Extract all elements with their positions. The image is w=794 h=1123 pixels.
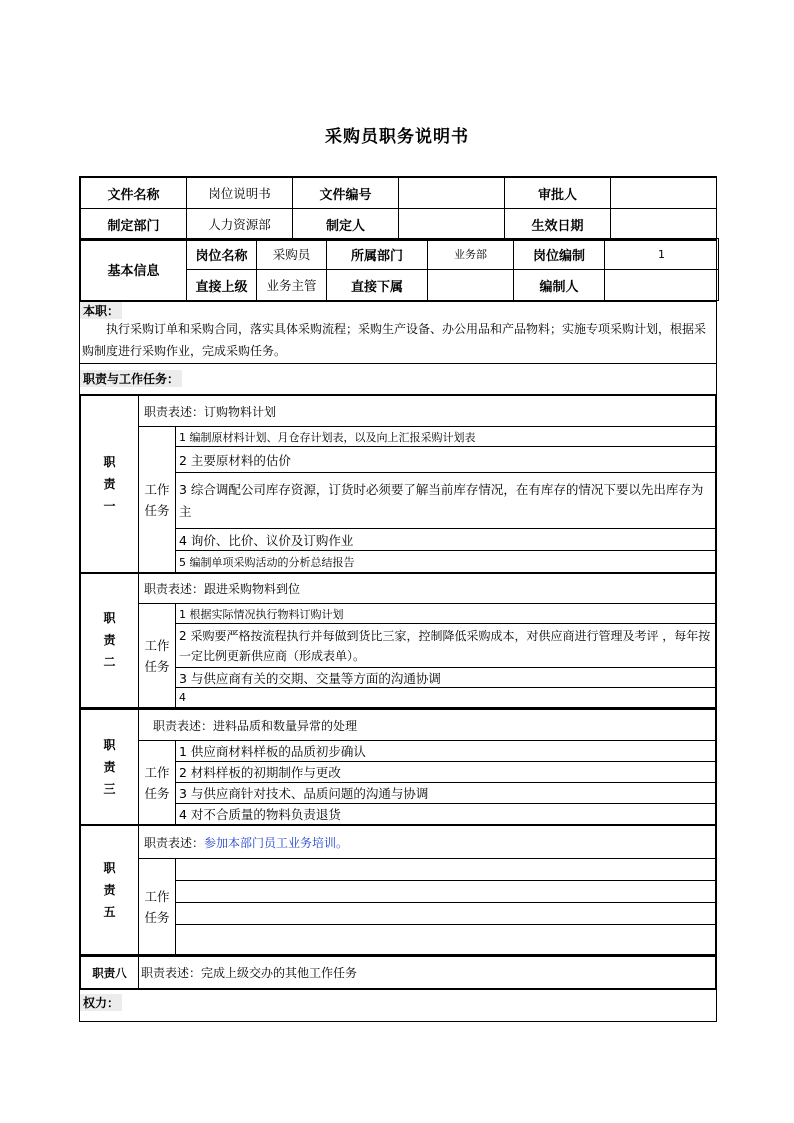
duty-3-work-label: 工作任务: [144, 764, 170, 801]
duty-2-task-2: 2 采购要严格按流程执行并每做到货比三家，控制降低采购成本，对供应商进行管理及考评 ，每年按一定比例更新供应商（形成表单）。: [176, 624, 716, 668]
duty-5-name: 职责五: [103, 861, 116, 919]
quanli-label: 权力：: [80, 994, 122, 1011]
duty-3-task-1: 1 供应商材料样板的品质初步确认: [176, 741, 716, 762]
duty-2-desc-label: 职责表述：: [144, 581, 205, 596]
duty-2-task-3: 3 与供应商有关的交期、交量等方面的沟通协调: [176, 668, 716, 688]
page-title: 采购员职务说明书: [325, 127, 469, 147]
duty-2-name: 职责二: [103, 611, 116, 669]
duty-3: [79, 709, 717, 826]
duty-2-work-label: 工作任务: [144, 637, 170, 674]
duty-8: [79, 956, 717, 990]
duty-3-task-2: 2 材料样板的初期制作与更改: [176, 762, 716, 783]
duty-8-desc-label: 职责表述：: [141, 966, 202, 980]
duty-1-name-cell: [81, 396, 139, 573]
dept-value: 人力资源部: [187, 209, 293, 240]
duty-1-work-cell: [139, 427, 176, 573]
basic-info-label: 基本信息: [81, 239, 187, 301]
file-number-label: 文件编号: [293, 178, 399, 209]
supervisor-value: 业务主管: [257, 270, 327, 301]
file-name-value: 岗位说明书: [187, 178, 293, 209]
duty-3-desc-label: 职责表述：: [153, 718, 214, 733]
duty-5-name-cell: [81, 826, 139, 955]
file-number-value: [399, 178, 505, 209]
position-name-label: 岗位名称: [187, 239, 257, 270]
headcount-label: 岗位编制: [514, 239, 605, 270]
duty-5-task-4: [176, 925, 716, 955]
benzhi-section: [79, 300, 717, 364]
benzhi-label: 本职：: [80, 302, 122, 319]
duty-3-work-cell: [139, 741, 176, 825]
duty-3-task-4: 4 对不合质量的物料负责退货: [176, 804, 716, 825]
position-name-value: 采购员: [257, 239, 327, 270]
duty-1-task-2: 2 主要原材料的估价: [176, 447, 716, 473]
editor-label: 编制人: [514, 270, 605, 301]
duty-5-work-cell: [139, 859, 176, 955]
duty-3-desc: 进料品质和数量异常的处理: [213, 718, 358, 733]
effective-date-value: [611, 209, 717, 240]
effective-date-label: 生效日期: [505, 209, 611, 240]
author-label: 制定人: [293, 209, 399, 240]
editor-value: [605, 270, 719, 301]
belong-dept-value: 业务部: [428, 239, 514, 270]
duty-2-task-1: 1 根据实际情况执行物料订购计划: [176, 604, 716, 624]
dept-label: 制定部门: [81, 209, 187, 240]
headcount-value: 1: [605, 239, 719, 270]
duty-8-desc: 完成上级交办的其他工作任务: [201, 966, 358, 980]
duty-8-desc-row: [139, 957, 716, 989]
duty-1-desc-label: 职责表述：: [144, 404, 205, 419]
duty-1-task-1: 1 编制原材料计划、月仓存计划表，以及向上汇报采购计划表: [176, 427, 716, 447]
approver-value: [611, 178, 717, 209]
duty-5-desc-label: 职责表述：: [144, 835, 205, 850]
duty-1-task-5: 5 编制单项采购活动的分析总结报告: [176, 551, 716, 573]
benzhi-text: 执行采购订单和采购合同，落实具体采购流程；采购生产设备、办公用品和产品物料；实施专项采购计划，根据采购制度进行采购作业，完成采购任务。: [82, 322, 707, 358]
duty-5-desc-row: [139, 826, 716, 859]
duty-1-desc-row: [139, 396, 716, 427]
duty-5-task-1: [176, 859, 716, 881]
zhize-heading: 职责与工作任务：: [80, 370, 182, 387]
duty-1-desc: 订购物料计划: [204, 404, 277, 419]
header-table-basic: [79, 238, 717, 302]
duty-5: [79, 825, 717, 956]
duty-2-work-cell: [139, 604, 176, 708]
subordinate-value: [428, 270, 514, 301]
supervisor-label: 直接上级: [187, 270, 257, 301]
duty-1: [79, 394, 717, 574]
duty-3-desc-row: [139, 710, 716, 741]
duty-5-work-label: 工作任务: [144, 888, 170, 925]
duty-5-task-2: [176, 881, 716, 903]
duty-2-name-cell: [81, 573, 139, 708]
duty-1-task-3: 3 综合调配公司库存资源，订货时必须要了解当前库存情况，在有库存的情况下要以先出库存为主: [176, 473, 716, 529]
zhize-heading-row: [79, 363, 717, 395]
approver-label: 审批人: [505, 178, 611, 209]
duty-1-work-label: 工作任务: [144, 481, 170, 518]
duty-3-name-cell: [81, 710, 139, 825]
quanli-section: [79, 988, 717, 1022]
duty-2: [79, 572, 717, 709]
duty-5-desc: 参加本部门员工业务培训。: [204, 835, 349, 850]
file-name-label: 文件名称: [81, 178, 187, 209]
duty-2-desc: 跟进采购物料到位: [204, 581, 301, 596]
duty-2-desc-row: [139, 573, 716, 604]
duty-5-task-3: [176, 903, 716, 925]
duty-1-task-4: 4 询价、比价、议价及订购作业: [176, 529, 716, 551]
header-table-top: [79, 176, 717, 241]
belong-dept-label: 所属部门: [327, 239, 428, 270]
duty-8-name: 职责八: [81, 957, 139, 989]
duty-3-name: 职责三: [103, 738, 116, 796]
author-value: [399, 209, 505, 240]
duty-1-name: 职责一: [103, 455, 116, 513]
subordinate-label: 直接下属: [327, 270, 428, 301]
duty-2-task-4: 4: [176, 688, 716, 708]
duty-3-task-3: 3 与供应商针对技术、品质问题的沟通与协调: [176, 783, 716, 804]
